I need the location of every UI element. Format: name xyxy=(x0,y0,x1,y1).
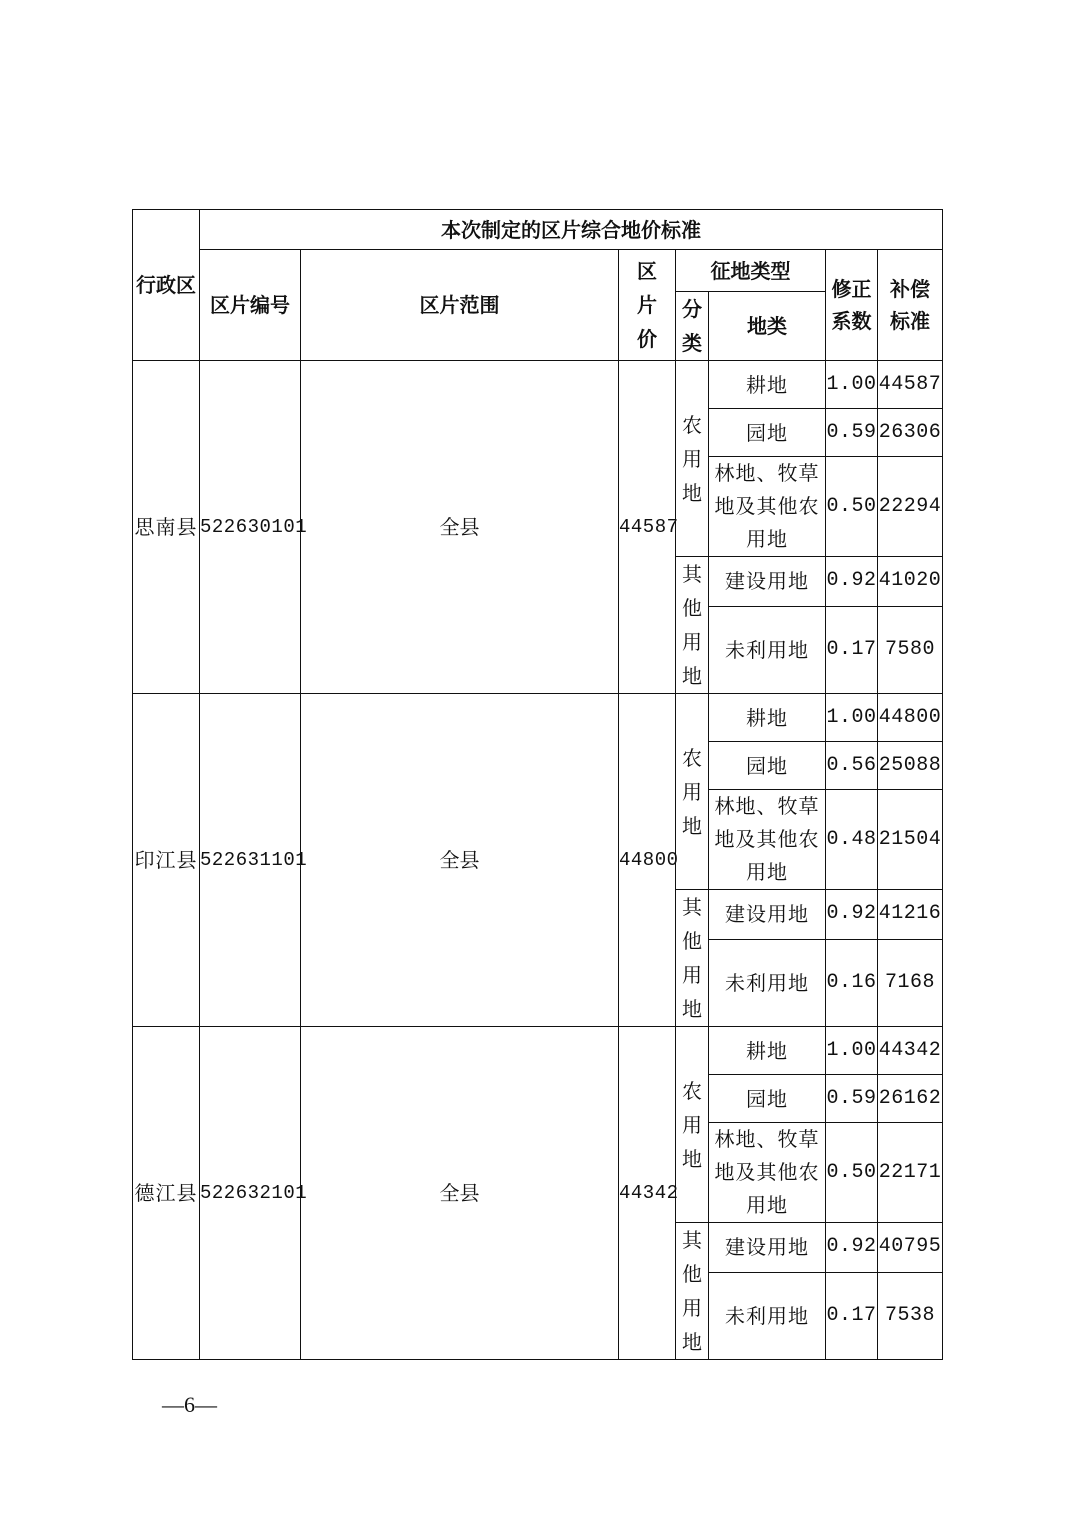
coefficient-cell: 0.92 xyxy=(826,557,878,607)
header-land-type-group: 征地类型 xyxy=(676,250,826,292)
category-char: 用 xyxy=(682,446,702,471)
zone-code-cell: 522630101 xyxy=(200,361,301,694)
land-class-cell: 未利用地 xyxy=(709,606,826,693)
category-cell xyxy=(676,361,709,557)
compensation-cell: 21504 xyxy=(878,790,943,890)
category-char: 他 xyxy=(682,596,702,620)
land-class-cell: 林地、牧草地及其他农用地 xyxy=(709,457,826,557)
coefficient-cell: 0.50 xyxy=(826,457,878,557)
header-zone-range: 区片范围 xyxy=(301,250,619,361)
table-title: 本次制定的区片综合地价标准 xyxy=(200,210,943,250)
zone-code-cell: 522632101 xyxy=(200,1027,301,1360)
compensation-cell: 44342 xyxy=(878,1027,943,1075)
coefficient-cell: 1.00 xyxy=(826,1027,878,1075)
category-cell xyxy=(676,694,709,890)
land-class-cell: 建设用地 xyxy=(709,557,826,607)
table-row xyxy=(133,361,943,409)
zone-price-cell: 44587 xyxy=(619,361,676,694)
header-zone-price: 区 片 价 xyxy=(619,250,676,361)
land-class-cell: 耕地 xyxy=(709,694,826,742)
compensation-cell: 44800 xyxy=(878,694,943,742)
category-char: 地 xyxy=(682,1330,702,1354)
compensation-cell: 40795 xyxy=(878,1223,943,1273)
coefficient-cell: 0.16 xyxy=(826,939,878,1026)
coefficient-cell: 0.56 xyxy=(826,742,878,790)
category-char: 地 xyxy=(682,813,702,838)
category-char: 农 xyxy=(682,412,702,437)
category-char: 用 xyxy=(682,1112,702,1137)
coefficient-cell: 0.92 xyxy=(826,1223,878,1273)
county-cell: 印江县 xyxy=(133,694,200,1027)
compensation-cell: 26162 xyxy=(878,1075,943,1123)
land-class-cell: 未利用地 xyxy=(709,939,826,1026)
land-price-table xyxy=(132,209,943,1360)
category-char: 地 xyxy=(682,664,702,688)
land-class-cell: 园地 xyxy=(709,742,826,790)
category-cell xyxy=(676,557,709,694)
land-class-cell: 未利用地 xyxy=(709,1272,826,1359)
zone-price-cell: 44342 xyxy=(619,1027,676,1360)
land-class-cell: 园地 xyxy=(709,409,826,457)
category-char: 他 xyxy=(682,929,702,953)
table-row xyxy=(133,1027,943,1075)
category-char: 其 xyxy=(682,1228,702,1252)
header-land-class: 地类 xyxy=(709,292,826,361)
zone-code-cell: 522631101 xyxy=(200,694,301,1027)
coefficient-cell: 0.59 xyxy=(826,1075,878,1123)
coefficient-cell: 1.00 xyxy=(826,694,878,742)
coefficient-cell: 1.00 xyxy=(826,361,878,409)
header-admin-district: 行政区 xyxy=(133,210,200,361)
land-class-cell: 林地、牧草地及其他农用地 xyxy=(709,1123,826,1223)
coefficient-cell: 0.48 xyxy=(826,790,878,890)
compensation-cell: 25088 xyxy=(878,742,943,790)
category-char: 地 xyxy=(682,1146,702,1171)
header-compensation: 补偿标准 xyxy=(878,250,943,361)
compensation-cell: 22171 xyxy=(878,1123,943,1223)
category-char: 地 xyxy=(682,997,702,1021)
zone-range-cell: 全县 xyxy=(301,1027,619,1360)
land-class-cell: 耕地 xyxy=(709,361,826,409)
category-char: 用 xyxy=(682,963,702,987)
compensation-cell: 22294 xyxy=(878,457,943,557)
category-char: 他 xyxy=(682,1262,702,1286)
compensation-cell: 41020 xyxy=(878,557,943,607)
land-class-cell: 耕地 xyxy=(709,1027,826,1075)
coefficient-cell: 0.92 xyxy=(826,890,878,940)
coefficient-cell: 0.50 xyxy=(826,1123,878,1223)
category-char: 地 xyxy=(682,480,702,505)
category-cell xyxy=(676,890,709,1027)
category-char: 农 xyxy=(682,1078,702,1103)
zone-range-cell: 全县 xyxy=(301,694,619,1027)
land-class-cell: 建设用地 xyxy=(709,1223,826,1273)
category-cell xyxy=(676,1027,709,1223)
land-price-table-container xyxy=(132,209,942,1360)
category-char: 用 xyxy=(682,779,702,804)
coefficient-cell: 0.17 xyxy=(826,606,878,693)
zone-range-cell: 全县 xyxy=(301,361,619,694)
category-char: 用 xyxy=(682,630,702,654)
coefficient-cell: 0.59 xyxy=(826,409,878,457)
page-number: —6— xyxy=(162,1392,217,1417)
table-row xyxy=(133,694,943,742)
category-char: 农 xyxy=(682,745,702,770)
coefficient-cell: 0.17 xyxy=(826,1272,878,1359)
county-cell: 思南县 xyxy=(133,361,200,694)
category-char: 其 xyxy=(682,562,702,586)
compensation-cell: 41216 xyxy=(878,890,943,940)
land-class-cell: 林地、牧草地及其他农用地 xyxy=(709,790,826,890)
header-category: 分 类 xyxy=(676,292,709,361)
compensation-cell: 7580 xyxy=(878,606,943,693)
land-class-cell: 园地 xyxy=(709,1075,826,1123)
category-char: 其 xyxy=(682,895,702,919)
compensation-cell: 26306 xyxy=(878,409,943,457)
header-coefficient: 修正系数 xyxy=(826,250,878,361)
category-char: 用 xyxy=(682,1296,702,1320)
header-zone-code: 区片编号 xyxy=(200,250,301,361)
compensation-cell: 7168 xyxy=(878,939,943,1026)
land-class-cell: 建设用地 xyxy=(709,890,826,940)
zone-price-cell: 44800 xyxy=(619,694,676,1027)
category-cell xyxy=(676,1223,709,1360)
compensation-cell: 44587 xyxy=(878,361,943,409)
county-cell: 德江县 xyxy=(133,1027,200,1360)
compensation-cell: 7538 xyxy=(878,1272,943,1359)
